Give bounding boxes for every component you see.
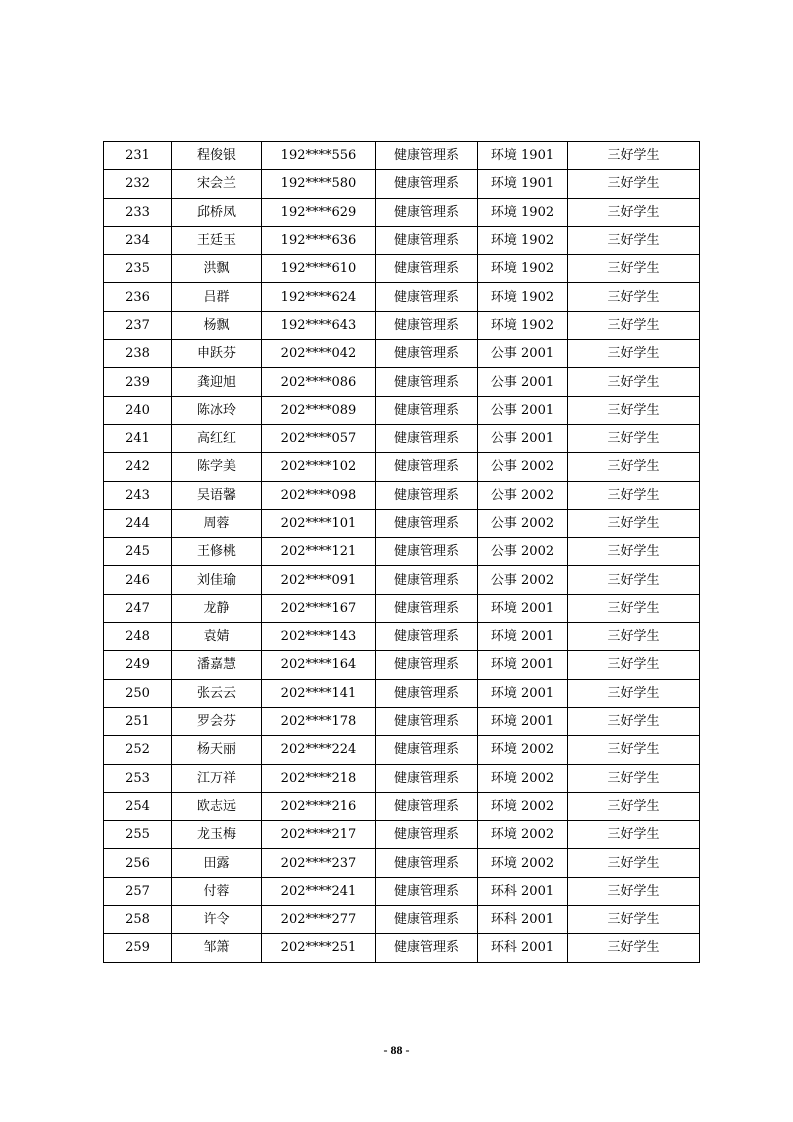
student-name-cell: 杨飘	[172, 311, 262, 339]
table-row	[104, 623, 700, 651]
student-name-cell: 杨天丽	[172, 736, 262, 764]
student-name-cell: 刘佳瑜	[172, 566, 262, 594]
table-row	[104, 764, 700, 792]
student-id-cell: 192****610	[262, 255, 376, 283]
row-number-cell: 252	[104, 736, 172, 764]
class-cell: 公事 2001	[478, 340, 568, 368]
row-number-cell: 233	[104, 198, 172, 226]
student-name-cell: 付蓉	[172, 877, 262, 905]
award-cell: 三好学生	[568, 679, 700, 707]
department-cell: 健康管理系	[376, 566, 478, 594]
student-id-cell: 202****277	[262, 906, 376, 934]
student-id-cell: 202****167	[262, 594, 376, 622]
award-cell: 三好学生	[568, 311, 700, 339]
class-cell: 公事 2002	[478, 538, 568, 566]
student-id-cell: 202****241	[262, 877, 376, 905]
department-cell: 健康管理系	[376, 821, 478, 849]
table-row	[104, 368, 700, 396]
student-id-cell: 202****101	[262, 509, 376, 537]
table-row	[104, 481, 700, 509]
student-id-cell: 192****556	[262, 142, 376, 170]
row-number-cell: 246	[104, 566, 172, 594]
row-number-cell: 243	[104, 481, 172, 509]
table-row	[104, 679, 700, 707]
row-number-cell: 250	[104, 679, 172, 707]
student-name-cell: 吴语馨	[172, 481, 262, 509]
table-row	[104, 792, 700, 820]
department-cell: 健康管理系	[376, 283, 478, 311]
table-row	[104, 340, 700, 368]
award-cell: 三好学生	[568, 226, 700, 254]
student-id-cell: 192****580	[262, 170, 376, 198]
student-name-cell: 袁婧	[172, 623, 262, 651]
award-cell: 三好学生	[568, 198, 700, 226]
class-cell: 环境 1902	[478, 198, 568, 226]
department-cell: 健康管理系	[376, 764, 478, 792]
department-cell: 健康管理系	[376, 707, 478, 735]
student-id-cell: 202****141	[262, 679, 376, 707]
department-cell: 健康管理系	[376, 877, 478, 905]
table-row	[104, 311, 700, 339]
class-cell: 环境 2001	[478, 707, 568, 735]
department-cell: 健康管理系	[376, 226, 478, 254]
student-id-cell: 202****057	[262, 424, 376, 452]
student-name-cell: 江万祥	[172, 764, 262, 792]
award-cell: 三好学生	[568, 651, 700, 679]
award-cell: 三好学生	[568, 764, 700, 792]
student-id-cell: 202****143	[262, 623, 376, 651]
department-cell: 健康管理系	[376, 623, 478, 651]
student-name-cell: 张云云	[172, 679, 262, 707]
student-id-cell: 202****216	[262, 792, 376, 820]
page-number: - 88 -	[383, 1043, 410, 1057]
class-cell: 公事 2001	[478, 396, 568, 424]
department-cell: 健康管理系	[376, 340, 478, 368]
department-cell: 健康管理系	[376, 679, 478, 707]
award-cell: 三好学生	[568, 906, 700, 934]
row-number-cell: 236	[104, 283, 172, 311]
student-name-cell: 田露	[172, 849, 262, 877]
student-name-cell: 龙静	[172, 594, 262, 622]
table-row	[104, 396, 700, 424]
award-cell: 三好学生	[568, 255, 700, 283]
student-name-cell: 宋会兰	[172, 170, 262, 198]
student-id-cell: 192****629	[262, 198, 376, 226]
class-cell: 环科 2001	[478, 934, 568, 962]
table-row	[104, 226, 700, 254]
class-cell: 环境 2001	[478, 651, 568, 679]
class-cell: 环境 2002	[478, 849, 568, 877]
class-cell: 环境 1902	[478, 226, 568, 254]
row-number-cell: 231	[104, 142, 172, 170]
table-row	[104, 707, 700, 735]
table-row	[104, 877, 700, 905]
department-cell: 健康管理系	[376, 142, 478, 170]
department-cell: 健康管理系	[376, 453, 478, 481]
student-id-cell: 202****251	[262, 934, 376, 962]
table-row	[104, 538, 700, 566]
student-name-cell: 陈学美	[172, 453, 262, 481]
class-cell: 环科 2001	[478, 906, 568, 934]
student-id-cell: 202****091	[262, 566, 376, 594]
department-cell: 健康管理系	[376, 170, 478, 198]
student-id-cell: 202****086	[262, 368, 376, 396]
department-cell: 健康管理系	[376, 509, 478, 537]
award-cell: 三好学生	[568, 340, 700, 368]
class-cell: 公事 2001	[478, 424, 568, 452]
table-row	[104, 934, 700, 962]
student-id-cell: 202****237	[262, 849, 376, 877]
award-cell: 三好学生	[568, 424, 700, 452]
department-cell: 健康管理系	[376, 396, 478, 424]
department-cell: 健康管理系	[376, 424, 478, 452]
row-number-cell: 259	[104, 934, 172, 962]
row-number-cell: 238	[104, 340, 172, 368]
award-cell: 三好学生	[568, 792, 700, 820]
class-cell: 公事 2002	[478, 453, 568, 481]
row-number-cell: 258	[104, 906, 172, 934]
row-number-cell: 239	[104, 368, 172, 396]
student-id-cell: 192****643	[262, 311, 376, 339]
class-cell: 公事 2001	[478, 368, 568, 396]
student-name-cell: 邹箫	[172, 934, 262, 962]
row-number-cell: 256	[104, 849, 172, 877]
department-cell: 健康管理系	[376, 906, 478, 934]
row-number-cell: 251	[104, 707, 172, 735]
row-number-cell: 248	[104, 623, 172, 651]
row-number-cell: 242	[104, 453, 172, 481]
class-cell: 环境 2002	[478, 736, 568, 764]
student-id-cell: 202****089	[262, 396, 376, 424]
class-cell: 环境 1902	[478, 311, 568, 339]
row-number-cell: 237	[104, 311, 172, 339]
table-row	[104, 255, 700, 283]
award-cell: 三好学生	[568, 481, 700, 509]
award-cell: 三好学生	[568, 877, 700, 905]
award-list-body	[104, 142, 700, 963]
class-cell: 环境 1902	[478, 255, 568, 283]
table-row	[104, 509, 700, 537]
department-cell: 健康管理系	[376, 311, 478, 339]
student-name-cell: 吕群	[172, 283, 262, 311]
award-cell: 三好学生	[568, 509, 700, 537]
student-id-cell: 202****042	[262, 340, 376, 368]
award-cell: 三好学生	[568, 821, 700, 849]
class-cell: 公事 2002	[478, 481, 568, 509]
department-cell: 健康管理系	[376, 594, 478, 622]
student-id-cell: 202****164	[262, 651, 376, 679]
student-id-cell: 202****217	[262, 821, 376, 849]
award-cell: 三好学生	[568, 453, 700, 481]
class-cell: 环境 1901	[478, 142, 568, 170]
table-row	[104, 736, 700, 764]
row-number-cell: 255	[104, 821, 172, 849]
table-row	[104, 283, 700, 311]
award-cell: 三好学生	[568, 934, 700, 962]
award-cell: 三好学生	[568, 623, 700, 651]
table-row	[104, 170, 700, 198]
student-id-cell: 202****102	[262, 453, 376, 481]
student-id-cell: 202****098	[262, 481, 376, 509]
row-number-cell: 244	[104, 509, 172, 537]
award-cell: 三好学生	[568, 566, 700, 594]
row-number-cell: 253	[104, 764, 172, 792]
class-cell: 环境 2001	[478, 679, 568, 707]
row-number-cell: 247	[104, 594, 172, 622]
award-cell: 三好学生	[568, 707, 700, 735]
student-name-cell: 洪飘	[172, 255, 262, 283]
student-id-cell: 192****624	[262, 283, 376, 311]
award-cell: 三好学生	[568, 538, 700, 566]
department-cell: 健康管理系	[376, 481, 478, 509]
student-name-cell: 王修桃	[172, 538, 262, 566]
row-number-cell: 232	[104, 170, 172, 198]
student-name-cell: 邱桥凤	[172, 198, 262, 226]
student-name-cell: 周蓉	[172, 509, 262, 537]
table-row	[104, 566, 700, 594]
table-row	[104, 594, 700, 622]
student-id-cell: 202****224	[262, 736, 376, 764]
class-cell: 环境 2001	[478, 594, 568, 622]
student-name-cell: 许令	[172, 906, 262, 934]
student-id-cell: 202****178	[262, 707, 376, 735]
department-cell: 健康管理系	[376, 368, 478, 396]
row-number-cell: 240	[104, 396, 172, 424]
student-id-cell: 192****636	[262, 226, 376, 254]
award-cell: 三好学生	[568, 283, 700, 311]
department-cell: 健康管理系	[376, 934, 478, 962]
table-row	[104, 651, 700, 679]
award-cell: 三好学生	[568, 594, 700, 622]
table-row	[104, 198, 700, 226]
student-name-cell: 龚迎旭	[172, 368, 262, 396]
student-name-cell: 程俊银	[172, 142, 262, 170]
department-cell: 健康管理系	[376, 849, 478, 877]
row-number-cell: 245	[104, 538, 172, 566]
table-row	[104, 906, 700, 934]
class-cell: 环境 2002	[478, 764, 568, 792]
class-cell: 环境 1902	[478, 283, 568, 311]
table-row	[104, 453, 700, 481]
department-cell: 健康管理系	[376, 651, 478, 679]
class-cell: 公事 2002	[478, 566, 568, 594]
award-cell: 三好学生	[568, 736, 700, 764]
row-number-cell: 234	[104, 226, 172, 254]
table-row	[104, 142, 700, 170]
class-cell: 公事 2002	[478, 509, 568, 537]
award-cell: 三好学生	[568, 396, 700, 424]
department-cell: 健康管理系	[376, 255, 478, 283]
student-name-cell: 欧志远	[172, 792, 262, 820]
student-name-cell: 龙玉梅	[172, 821, 262, 849]
department-cell: 健康管理系	[376, 538, 478, 566]
table-row	[104, 424, 700, 452]
student-name-cell: 高红红	[172, 424, 262, 452]
department-cell: 健康管理系	[376, 792, 478, 820]
student-id-cell: 202****218	[262, 764, 376, 792]
award-list-table	[103, 141, 700, 963]
student-name-cell: 王廷玉	[172, 226, 262, 254]
award-cell: 三好学生	[568, 170, 700, 198]
award-cell: 三好学生	[568, 142, 700, 170]
row-number-cell: 249	[104, 651, 172, 679]
student-name-cell: 罗会芬	[172, 707, 262, 735]
department-cell: 健康管理系	[376, 198, 478, 226]
student-name-cell: 潘嘉慧	[172, 651, 262, 679]
class-cell: 环境 1901	[478, 170, 568, 198]
department-cell: 健康管理系	[376, 736, 478, 764]
row-number-cell: 254	[104, 792, 172, 820]
table-row	[104, 821, 700, 849]
award-cell: 三好学生	[568, 849, 700, 877]
row-number-cell: 235	[104, 255, 172, 283]
award-cell: 三好学生	[568, 368, 700, 396]
table-row	[104, 849, 700, 877]
class-cell: 环境 2002	[478, 821, 568, 849]
class-cell: 环科 2001	[478, 877, 568, 905]
student-name-cell: 申跃芬	[172, 340, 262, 368]
student-name-cell: 陈冰玲	[172, 396, 262, 424]
student-id-cell: 202****121	[262, 538, 376, 566]
row-number-cell: 241	[104, 424, 172, 452]
row-number-cell: 257	[104, 877, 172, 905]
class-cell: 环境 2002	[478, 792, 568, 820]
class-cell: 环境 2001	[478, 623, 568, 651]
